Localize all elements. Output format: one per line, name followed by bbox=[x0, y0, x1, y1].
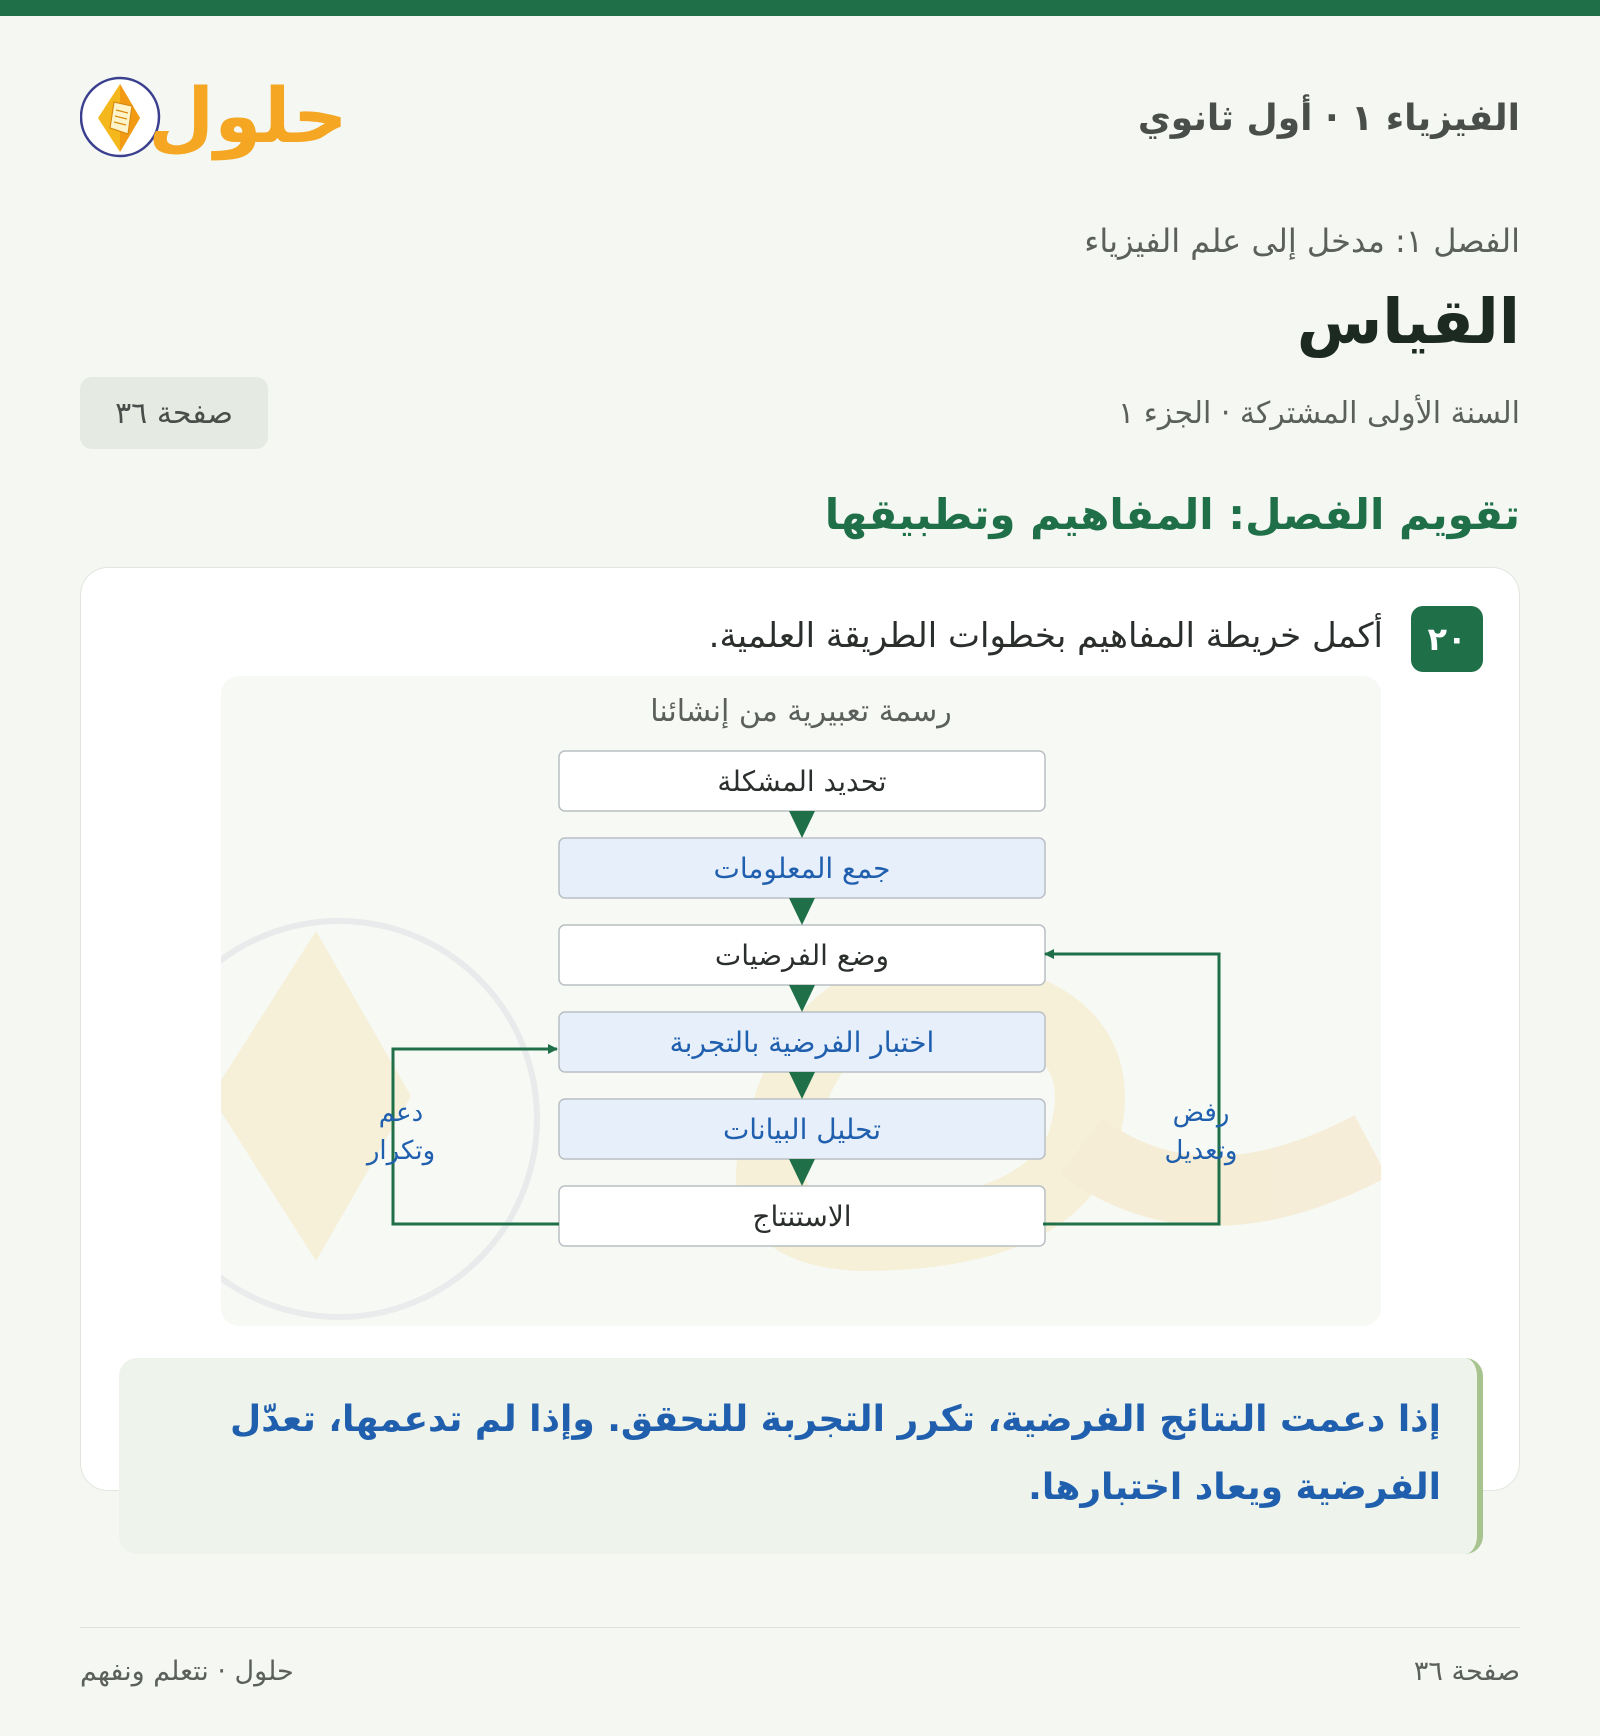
step-down-arrow bbox=[789, 898, 815, 925]
diagram-caption: رسمة تعبيرية من إنشائنا bbox=[650, 694, 952, 729]
left-loop-label-2: وتكرار bbox=[366, 1136, 436, 1166]
concept-step bbox=[559, 838, 1045, 898]
page-badge: صفحة ٣٦ bbox=[80, 377, 268, 449]
step-down-arrow bbox=[789, 811, 815, 838]
right-loop-label-2: وتعديل bbox=[1164, 1136, 1238, 1166]
concept-step-label: جمع المعلومات bbox=[713, 852, 891, 885]
footer-divider bbox=[80, 1627, 1520, 1628]
year-label: السنة الأولى المشتركة · الجزء ١ bbox=[1118, 396, 1520, 431]
concept-step bbox=[559, 1186, 1045, 1246]
footer-brand: حلول · نتعلم ونفهم bbox=[80, 1656, 294, 1687]
concept-step-label: تحديد المشكلة bbox=[717, 765, 887, 798]
right-loop-label-1: رفض bbox=[1172, 1098, 1230, 1128]
concept-step bbox=[559, 925, 1045, 985]
concept-step bbox=[559, 1099, 1045, 1159]
section-heading: تقويم الفصل: المفاهيم وتطبيقها bbox=[824, 490, 1520, 539]
subject-title: الفيزياء ١ · أول ثانوي bbox=[1137, 98, 1520, 139]
concept-step bbox=[559, 1012, 1045, 1072]
question-card bbox=[80, 567, 1520, 1508]
hulul-logo bbox=[80, 62, 360, 182]
question-text: أكمل خريطة المفاهيم بخطوات الطريقة العلمية. bbox=[708, 616, 1383, 656]
answer-box: إذا دعمت النتائج الفرضية، تكرر التجربة للتحقق. وإذا لم تدعمها، تعدّل الفرضية ويعاد اختبارها. bbox=[119, 1358, 1483, 1554]
top-accent-bar bbox=[0, 0, 1600, 16]
left-loop-label-1: دعم bbox=[378, 1098, 424, 1128]
chapter-label: الفصل ١: مدخل إلى علم الفيزياء bbox=[1084, 222, 1520, 260]
concept-step-label: وضع الفرضيات bbox=[714, 939, 890, 972]
page-title: القياس bbox=[1296, 285, 1520, 358]
svg-text:حلول: حلول bbox=[148, 71, 348, 160]
page-header bbox=[80, 62, 1520, 182]
concept-map bbox=[221, 676, 1381, 1326]
footer-page-number: صفحة ٣٦ bbox=[1413, 1656, 1520, 1687]
concept-step-label: الاستنتاج bbox=[752, 1200, 852, 1233]
concept-step bbox=[559, 751, 1045, 811]
concept-step-label: اختبار الفرضية بالتجربة bbox=[669, 1026, 935, 1059]
concept-step-label: تحليل البيانات bbox=[722, 1113, 882, 1146]
question-number-badge: ٢٠ bbox=[1411, 606, 1483, 672]
concept-map-svg bbox=[221, 676, 1381, 1326]
